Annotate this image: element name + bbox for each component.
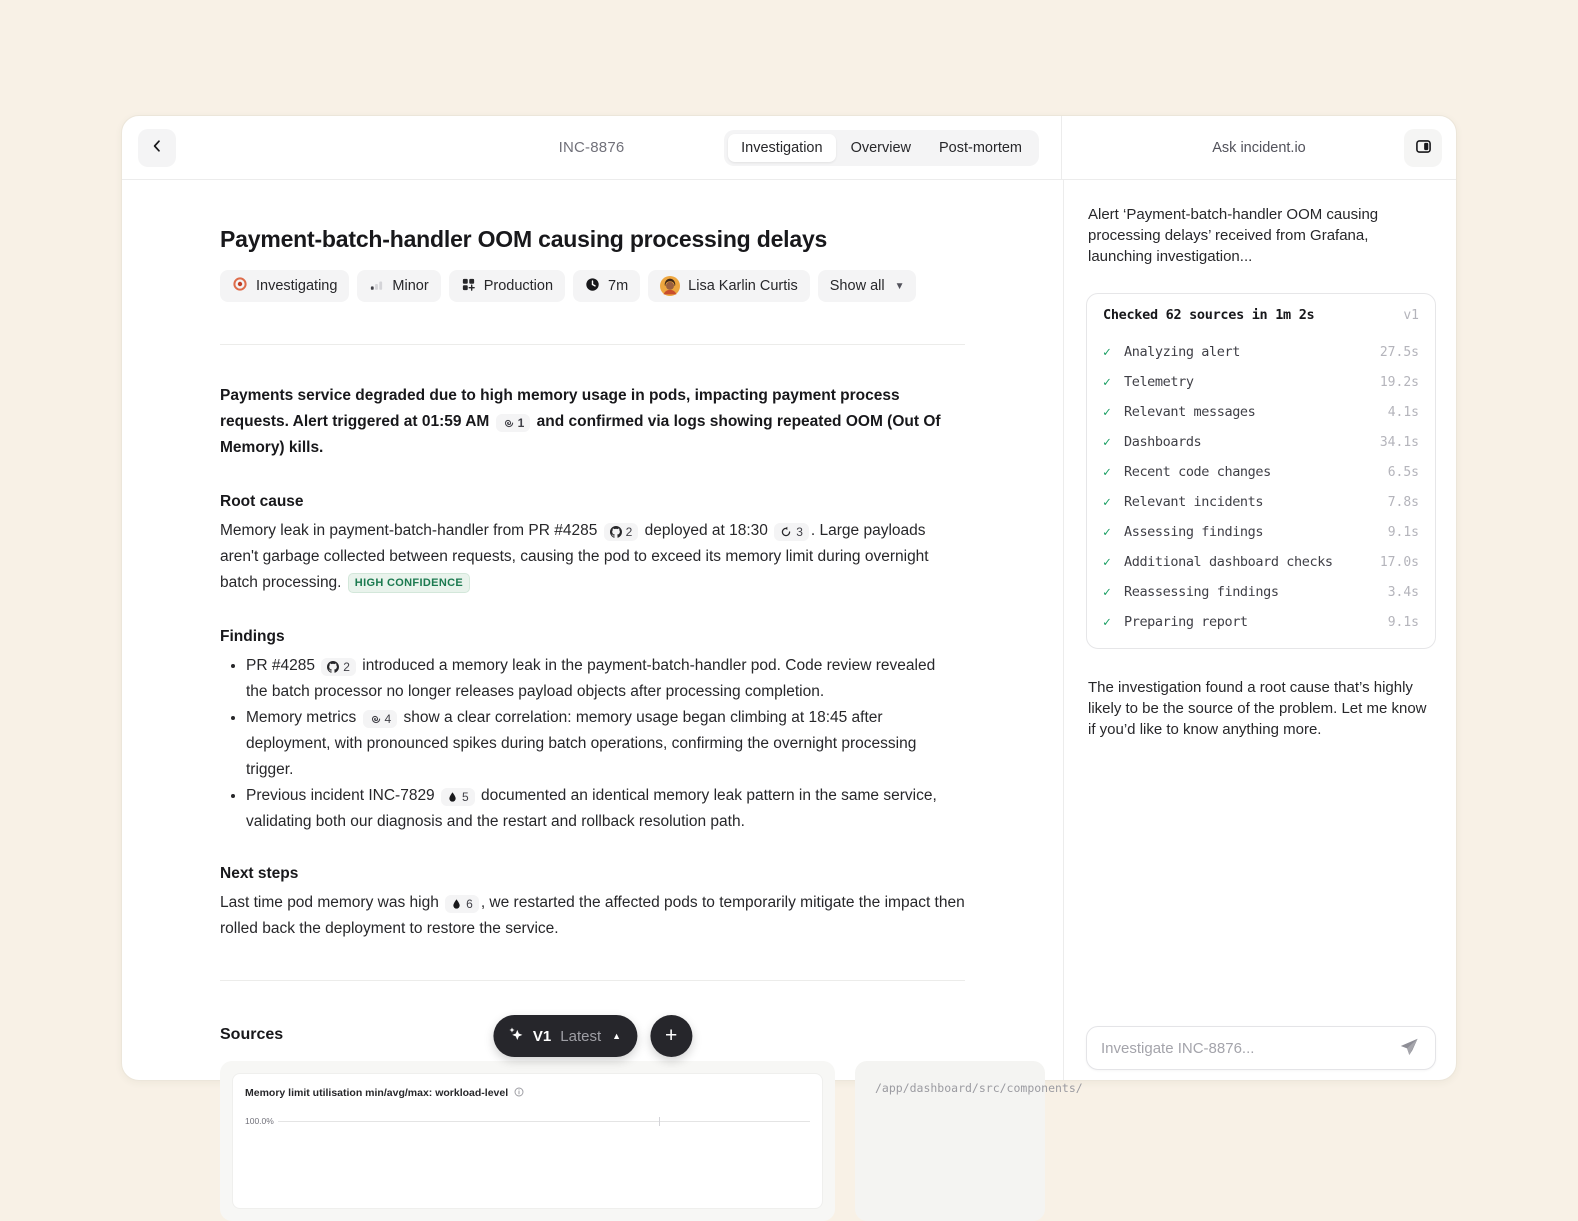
show-all-button[interactable]: Show all ▼	[818, 270, 917, 302]
check-icon: ✓	[1103, 464, 1111, 480]
source-step-row: ✓ Additional dashboard checks 17.0s	[1103, 554, 1419, 570]
chevron-left-icon	[149, 138, 165, 157]
tab-investigation[interactable]: Investigation	[728, 134, 835, 162]
environment-badge[interactable]: Production	[449, 270, 565, 302]
source-step-row: ✓ Reassessing findings 3.4s	[1103, 584, 1419, 600]
citation-3[interactable]: 3	[774, 523, 809, 541]
finding-item: • PR #4285 2 introduced a memory leak in the payment-batch-handler pod. Code review revealed the batch processor no longer releases payload objects after processing completion.	[246, 653, 960, 705]
assistant-intro-message: Alert ‘Payment-batch-handler OOM causing processing delays’ received from Grafana, launching investigation...	[1088, 206, 1379, 265]
summary-paragraph: Payments service degraded due to high memory usage in pods, impacting payment process requests. Alert triggered at 01:59 AM 1 and confirmed via logs showing repeated OOM (Out Of Memory) kills.	[220, 387, 941, 456]
sidebar-title: Ask incident.io	[1212, 139, 1306, 156]
citation-2b[interactable]: 2	[321, 658, 356, 676]
chevron-down-icon: ▼	[894, 280, 905, 292]
info-icon	[514, 1084, 524, 1102]
main-column	[122, 180, 1083, 1126]
badge-row	[220, 270, 965, 302]
citation-6[interactable]: 6	[445, 895, 479, 913]
source-step-row: ✓ Recent code changes 6.5s	[1103, 464, 1419, 480]
checked-sources-header: Checked 62 sources in 1m 2s	[1103, 307, 1315, 323]
divider-top	[220, 344, 965, 345]
tab-group	[724, 130, 1039, 166]
sources-heading: Sources	[220, 1026, 284, 1043]
incident-window	[121, 115, 1457, 1126]
source-step-row: ✓ Analyzing alert 27.5s	[1103, 344, 1419, 360]
citation-1[interactable]: 1	[496, 414, 531, 432]
citation-2[interactable]: 2	[604, 523, 639, 541]
version-pill-button[interactable]: V1 Latest ▲	[493, 1015, 637, 1057]
assistant-outro-message: The investigation found a root cause that’s highly likely to be the source of the problem. Let me know if you’d like to know anything more.	[1088, 679, 1427, 738]
findings-list	[220, 653, 960, 835]
investigate-input[interactable]	[1101, 1040, 1395, 1057]
next-steps-paragraph: Last time pod memory was high 6 , we restarted the affected pods to temporarily mitigate the impact then rolled back the deployment to restore the service.	[220, 894, 965, 937]
header	[122, 116, 1456, 180]
version-bar	[493, 1015, 692, 1057]
github-icon	[610, 526, 622, 538]
root-cause-heading: Root cause	[220, 493, 304, 510]
next-steps-heading: Next steps	[220, 865, 299, 882]
incident-flame-icon	[447, 791, 458, 803]
source-step-row: ✓ Relevant incidents 7.8s	[1103, 494, 1419, 510]
check-icon: ✓	[1103, 344, 1111, 360]
assistant-sidebar	[1063, 180, 1458, 1080]
send-button[interactable]	[1395, 1033, 1423, 1064]
tab-overview[interactable]: Overview	[838, 134, 924, 162]
panel-version-tag: v1	[1403, 308, 1419, 323]
source-step-row: ✓ Dashboards 34.1s	[1103, 434, 1419, 450]
chart-title: Memory limit utilisation min/avg/max: workload-level	[245, 1087, 509, 1099]
severity-bars-icon	[369, 277, 384, 296]
chevron-up-icon: ▲	[612, 1031, 622, 1041]
grafana-icon	[502, 417, 514, 429]
sidebar-toggle-button[interactable]	[1404, 129, 1442, 167]
back-button[interactable]	[138, 129, 176, 167]
findings-heading: Findings	[220, 628, 285, 645]
status-badge[interactable]: Investigating	[220, 270, 349, 302]
finding-item: • Memory metrics 4 show a clear correlation: memory usage began climbing at 18:45 after deployment, with pronounced spikes during batch operations, confirming the overnight processing trigger.	[246, 705, 960, 783]
check-icon: ✓	[1103, 434, 1111, 450]
check-icon: ✓	[1103, 404, 1111, 420]
citation-5[interactable]: 5	[441, 788, 475, 806]
severity-badge[interactable]: Minor	[357, 270, 440, 302]
source-step-row: ✓ Telemetry 19.2s	[1103, 374, 1419, 390]
source-cards-row	[220, 1061, 1083, 1221]
github-icon	[327, 661, 339, 673]
source-card-code[interactable]	[855, 1061, 1083, 1221]
add-version-button[interactable]: +	[650, 1015, 692, 1057]
incident-id: INC-8876	[558, 139, 625, 156]
chart-axis: 100.0%	[245, 1116, 810, 1126]
content-row	[122, 180, 1456, 1126]
duration-badge[interactable]: 7m	[573, 270, 640, 302]
header-sidebar	[1061, 116, 1456, 179]
check-icon: ✓	[1103, 374, 1111, 390]
send-icon	[1399, 1037, 1419, 1060]
citation-4[interactable]: 4	[363, 710, 398, 728]
assignee-badge[interactable]: Lisa Karlin Curtis	[648, 270, 810, 302]
divider-bottom	[220, 980, 965, 981]
finding-item: • Previous incident INC-7829 5 documented an identical memory leak pattern in the same service, validating both our diagnosis and the restart and rollback resolution path.	[246, 783, 960, 835]
check-icon: ✓	[1103, 584, 1111, 600]
code-path: /app/dashboard/src/components/	[875, 1081, 1083, 1095]
deploy-icon	[780, 526, 792, 538]
check-icon: ✓	[1103, 494, 1111, 510]
sparkles-icon	[507, 1026, 524, 1046]
source-step-row: ✓ Preparing report 9.1s	[1103, 614, 1419, 630]
checked-sources-panel[interactable]	[1086, 293, 1436, 649]
confidence-badge: HIGH CONFIDENCE	[348, 573, 470, 593]
check-icon: ✓	[1103, 614, 1111, 630]
tab-post-mortem[interactable]: Post-mortem	[926, 134, 1035, 162]
source-card-chart[interactable]	[220, 1061, 835, 1221]
source-step-row: ✓ Relevant messages 4.1s	[1103, 404, 1419, 420]
check-icon: ✓	[1103, 524, 1111, 540]
page-title: Payment-batch-handler OOM causing processing delays	[220, 226, 828, 252]
root-cause-paragraph: Memory leak in payment-batch-handler from PR #4285 2 deployed at 18:30 3 . Large payloads aren't garbage collected between requests, causing the pod to exceed its memory limit during overnight batch processing. HIGH CONFIDENCE	[220, 522, 929, 591]
source-step-row: ✓ Assessing findings 9.1s	[1103, 524, 1419, 540]
status-investigating-icon	[232, 276, 248, 296]
clock-icon	[585, 277, 600, 296]
avatar	[660, 276, 680, 296]
composer	[1086, 1026, 1436, 1070]
check-icon: ✓	[1103, 554, 1111, 570]
panel-toggle-icon	[1415, 138, 1432, 158]
grafana-icon	[369, 713, 381, 725]
incident-flame-icon	[451, 898, 462, 910]
grid-plus-icon	[461, 277, 476, 296]
header-main	[122, 116, 1061, 179]
